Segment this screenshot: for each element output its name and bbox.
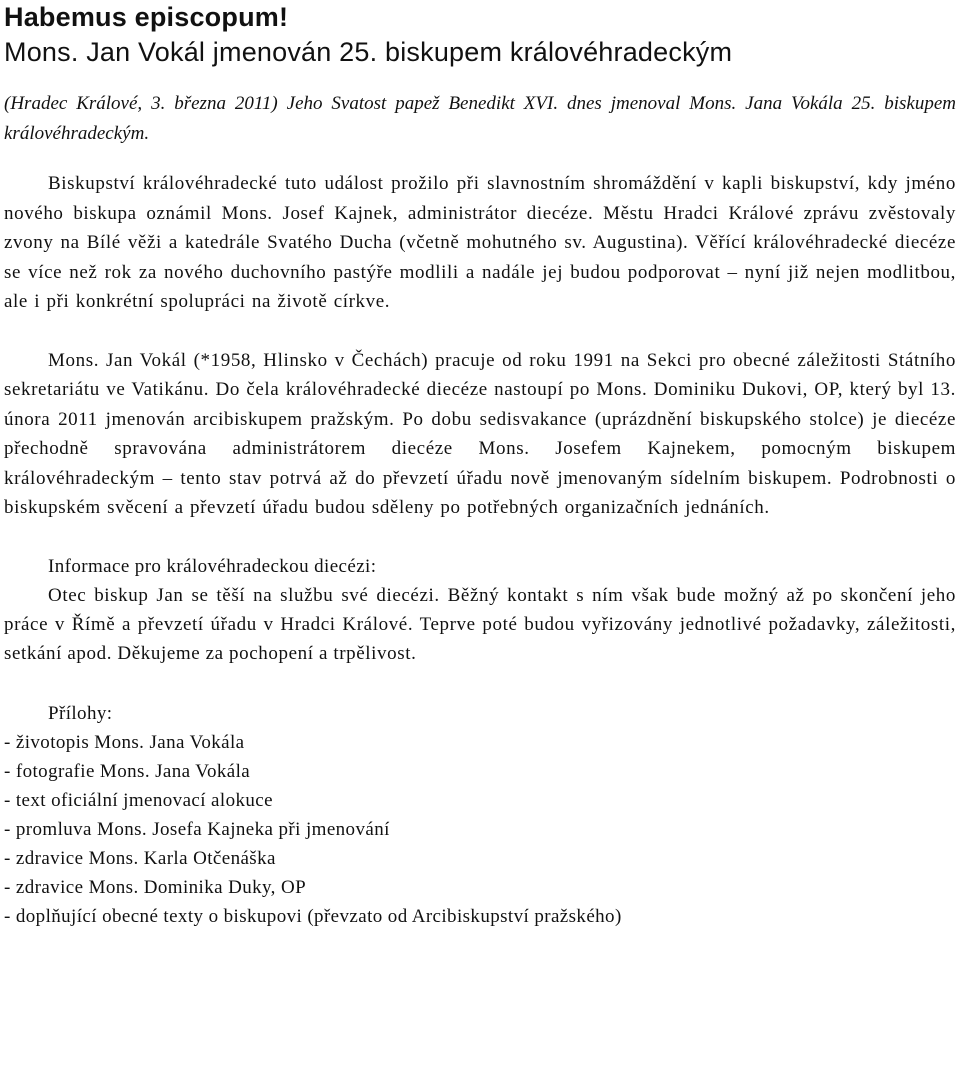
list-item: - životopis Mons. Jana Vokála: [4, 731, 245, 753]
body-paragraph-2: Mons. Jan Vokál (*1958, Hlinsko v Čechách) pracuje od roku 1991 na Sekci pro obecné záležitosti Státního sekretariátu ve Vatikánu. Do čela královéhradecké diecéze nastoupí po Mons. Dominiku Dukovi, OP, který byl 13. února 2011 jmenován arcibiskupem pražským. Po dobu sedisvakance (uprázdnění biskupského stolce) je diecéze přechodně spravována administrátorem diecéze Mons. Josefem Kajnekem, pomocným biskupem královéhradeckým – tento stav potrvá až do převzetí úřadu nově jmenovaným sídelním biskupem. Podrobnosti o biskupském svěcení a převzetí úřadu budou sděleny po potřebných organizačních jednáních.: [4, 349, 956, 518]
attachments-heading: Přílohy:: [48, 702, 113, 724]
info-heading: Informace pro královéhradeckou diecézi:: [48, 555, 377, 577]
attachments-list: [4, 728, 956, 931]
document-title: Habemus episcopum!: [4, 2, 289, 32]
list-item: - text oficiální jmenovací alokuce: [4, 789, 273, 811]
info-paragraph: Otec biskup Jan se těší na službu své diecézi. Běžný kontakt s ním však bude možný až po skončení jeho práce v Římě a převzetí úřadu v Hradci Králové. Teprve poté budou vyřizovány jednotlivé požadavky, záležitosti, setkání apod. Děkujeme za pochopení a trpělivost.: [4, 584, 956, 664]
list-item: - doplňující obecné texty o biskupovi (převzato od Arcibiskupství pražského): [4, 905, 622, 927]
list-item: - zdravice Mons. Karla Otčenáška: [4, 847, 276, 869]
document-subtitle: Mons. Jan Vokál jmenován 25. biskupem královéhradeckým: [4, 37, 733, 67]
lead-paragraph: (Hradec Králové, 3. března 2011) Jeho Svatost papež Benedikt XVI. dnes jmenoval Mons. Jana Vokála 25. biskupem královéhradeckým.: [4, 93, 956, 144]
list-item: - zdravice Mons. Dominika Duky, OP: [4, 876, 307, 898]
body-paragraph-1: Biskupství královéhradecké tuto událost prožilo při slavnostním shromáždění v kapli biskupství, kdy jméno nového biskupa oznámil Mons. Josef Kajnek, administrátor diecéze. Městu Hradci Králové zprávu zvěstovaly zvony na Bílé věži a katedrále Svatého Ducha (včetně mohutného sv. Augustina). Věřící královéhradecké diecéze se více než rok za nového duchovního pastýře modlili a nadále jej budou podporovat – nyní již nejen modlitbou, ale i při konkrétní spolupráci na životě církve.: [4, 173, 956, 312]
list-item: - promluva Mons. Josefa Kajneka při jmenování: [4, 818, 390, 840]
list-item: - fotografie Mons. Jana Vokála: [4, 760, 251, 782]
